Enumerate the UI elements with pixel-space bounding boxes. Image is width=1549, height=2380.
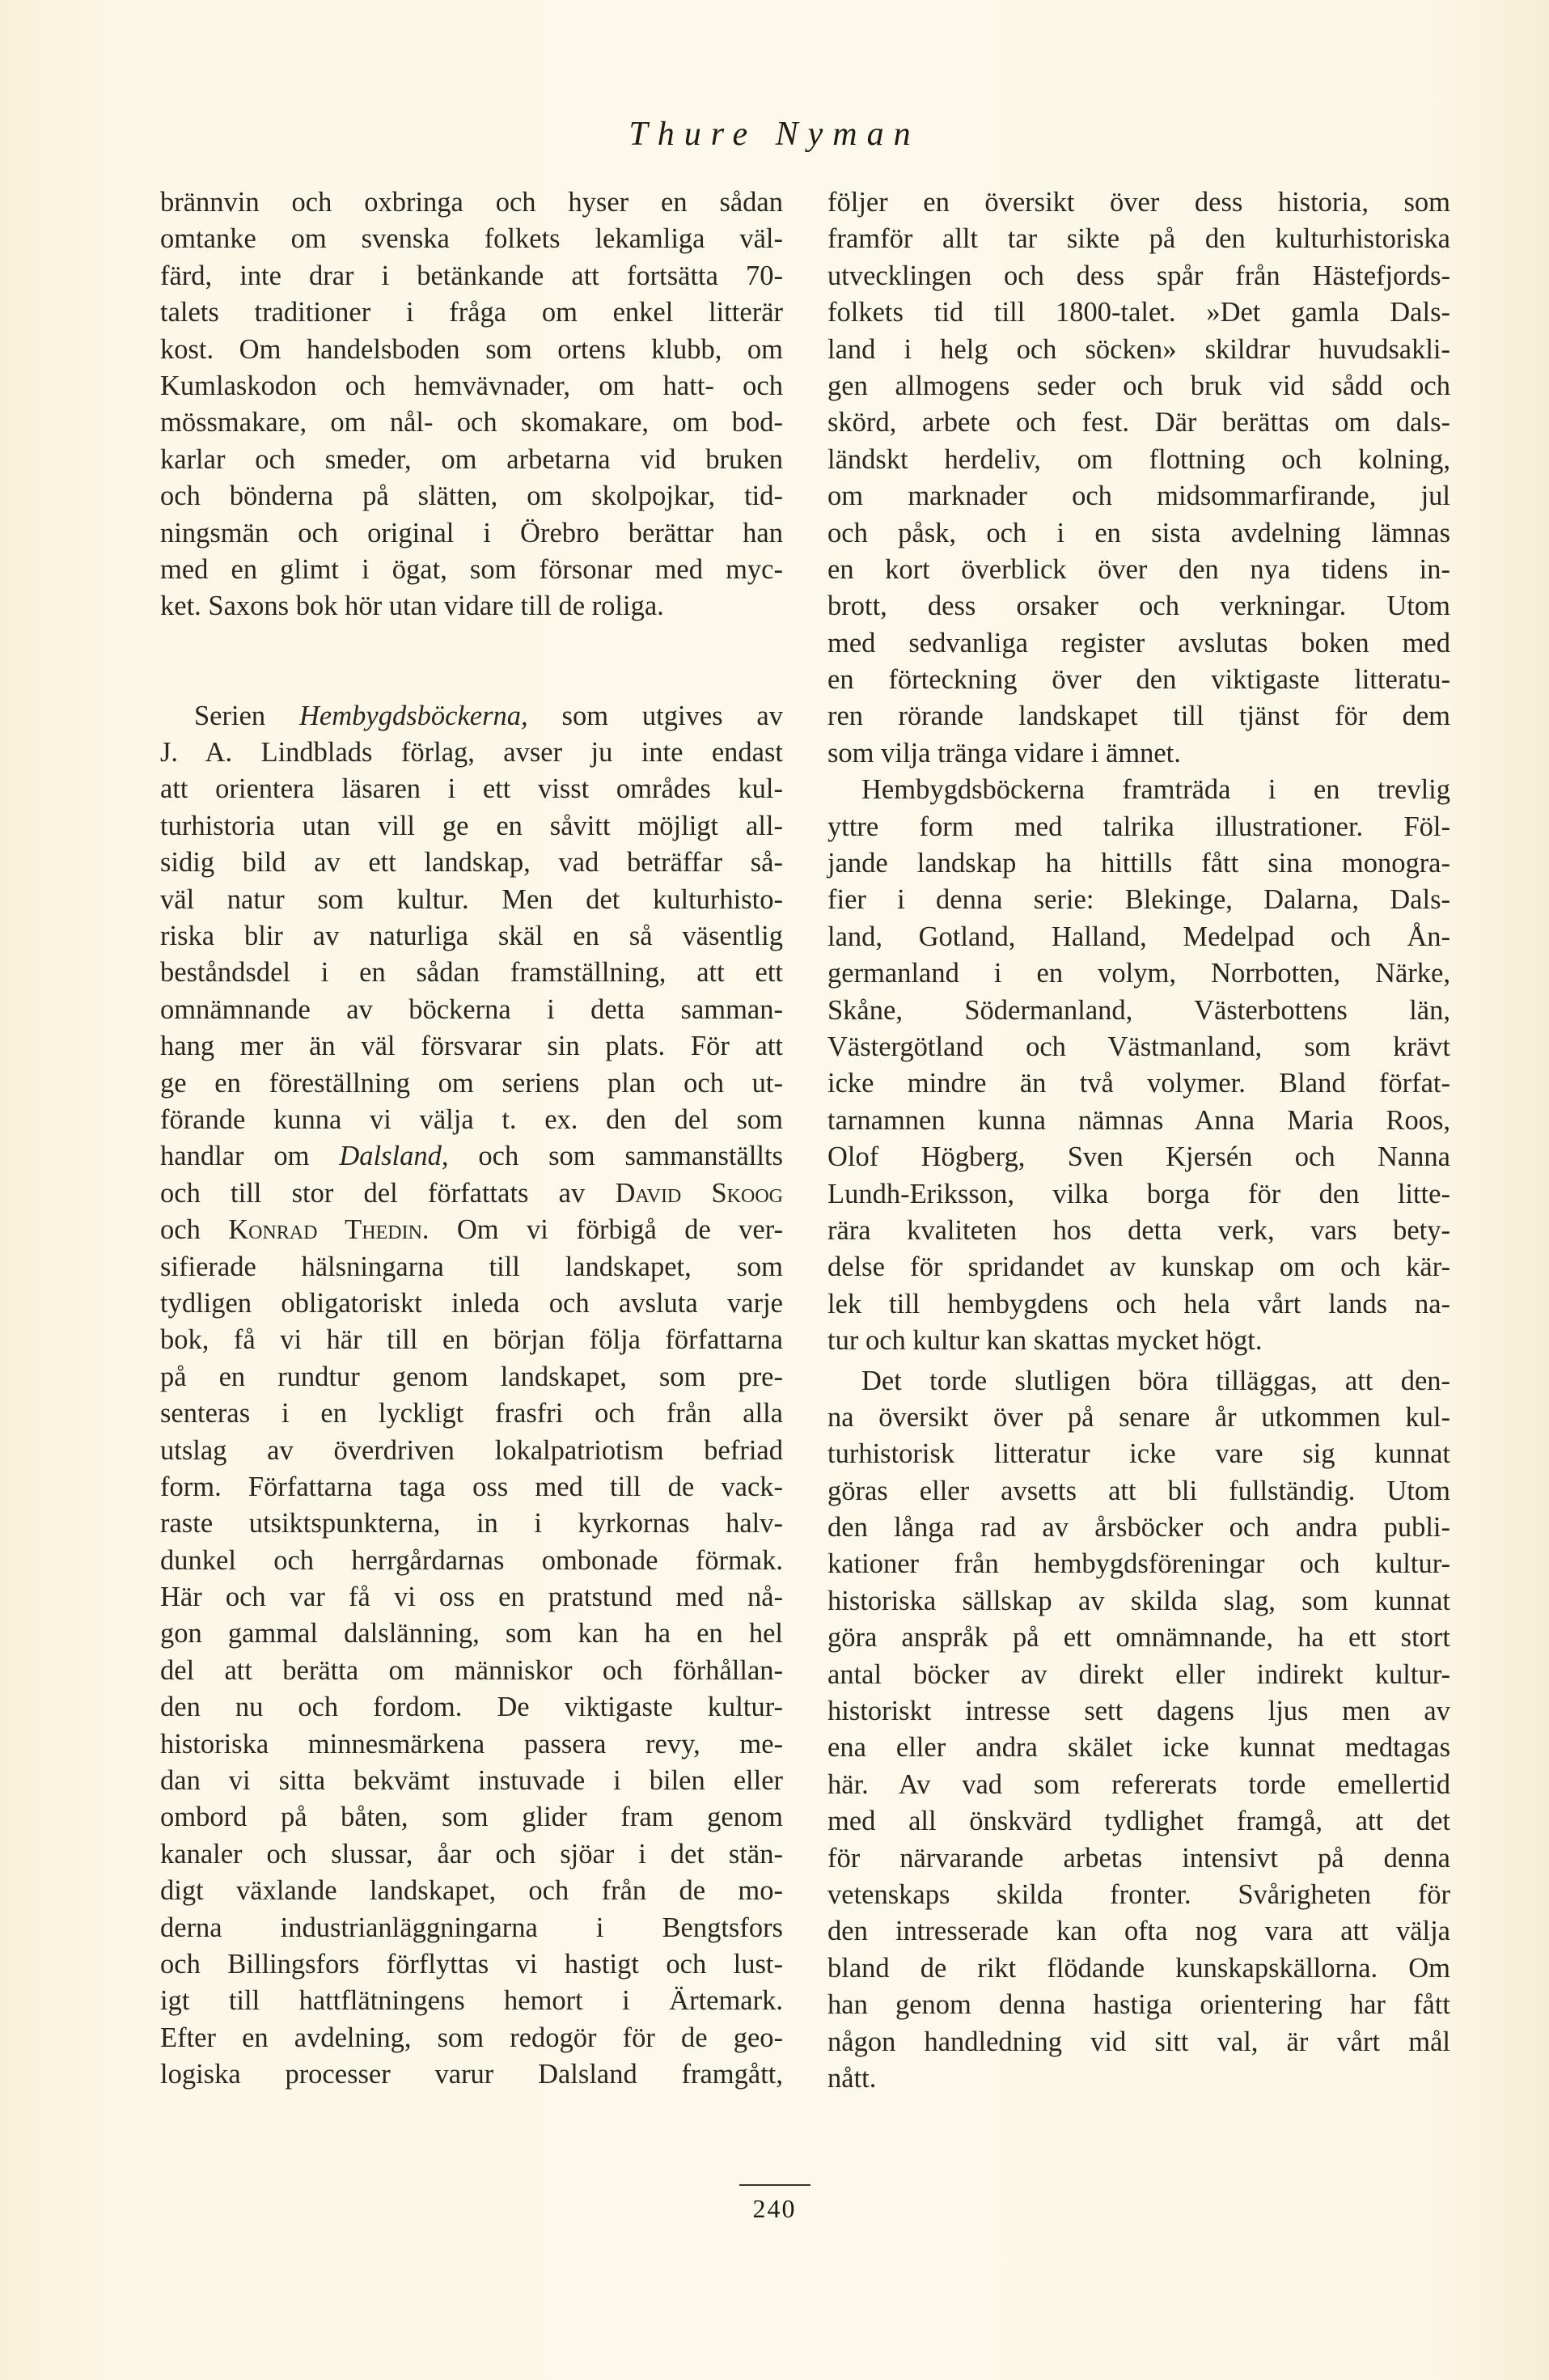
text-line: gen allmogens seder och bruk vid sådd och (827, 370, 1450, 401)
text-line: med sedvanliga register avslutas boken med (827, 627, 1450, 659)
text-line: historiskt intresse sett dagens ljus men av (827, 1696, 1450, 1727)
text-line: den intresserade kan ofta nog vara att välja (827, 1916, 1450, 1947)
text-line: dan vi sitta bekvämt instuvade i bilen eller (160, 1765, 783, 1797)
text-line: rära kvaliteten hos detta verk, vars bety- (827, 1214, 1450, 1246)
text-line: land, Gotland, Halland, Medelpad och Ån- (827, 921, 1450, 952)
text-line: följer en översikt över dess historia, som (827, 187, 1450, 218)
text-line: nått. (827, 2062, 877, 2094)
text-line: sidig bild av ett landskap, vad beträffar så- (160, 847, 783, 879)
text-line (160, 698, 783, 735)
text-line: Kumlaskodon och hemvävnader, om hatt- och (160, 370, 783, 401)
text-line: den nu och fordom. De viktigaste kultur- (160, 1692, 783, 1723)
text-line: senteras i en lyckligt frasfri och från alla (160, 1398, 783, 1429)
text-line: utslag av överdriven lokalpatriotism befriad (160, 1434, 783, 1466)
text-line: turhistoria utan vill ge en såvitt möjligt all- (160, 810, 783, 841)
text-fragment: som utgives av (527, 700, 783, 731)
text-line: hang mer än väl försvarar sin plats. För att (160, 1031, 783, 1062)
text-line: om marknader och midsommarfirande, jul (827, 481, 1450, 512)
page-footer (0, 2184, 1549, 2224)
text-line: ge en föreställning om seriens plan och ut- (160, 1067, 783, 1099)
right-column (827, 184, 1450, 2097)
text-line: tydligen obligatoriskt inleda och avsluta varje (160, 1287, 783, 1319)
footer-rule-divider (739, 2184, 810, 2186)
section-spacer (160, 625, 783, 698)
text-fragment: och (160, 1214, 229, 1246)
text-line: omnämnande av böckerna i detta samman- (160, 993, 783, 1025)
text-line: beståndsdel i en sådan framställning, att ett (160, 957, 783, 989)
text-line: germanland i en volym, Norrbotten, Närke, (827, 958, 1450, 989)
text-line: Här och var få vi oss en pratstund med nå- (160, 1582, 783, 1613)
text-line: Det torde slutligen böra tilläggas, att den- (861, 1365, 1450, 1396)
text-line: tarnamnen kunna nämnas Anna Maria Roos, (827, 1104, 1450, 1136)
text-line: Västergötland och Västmanland, som krävt (827, 1031, 1450, 1062)
text-line: na översikt över på senare år utkommen kul- (827, 1401, 1450, 1433)
text-line: med en glimt i ögat, som försonar med myc- (160, 553, 783, 585)
text-line: han genom denna hastiga orientering har fått (827, 1989, 1450, 2021)
text-line: färd, inte drar i betänkande att fortsätta 70- (160, 260, 783, 291)
text-line: göras eller avsetts att bli fullständig. Utom (827, 1475, 1450, 1506)
paragraph-saxon-review-end (160, 184, 783, 625)
text-line: kost. Om handelsboden som ortens klubb, om (160, 333, 783, 365)
text-line: en förteckning över den viktigaste litteratu- (827, 664, 1450, 696)
text-line: förande kunna vi välja t. ex. den del som (160, 1103, 783, 1135)
text-line: Olof Högberg, Sven Kjersén och Nanna (827, 1141, 1450, 1173)
text-line: ena eller andra skälet icke kunnat medtagas (827, 1732, 1450, 1764)
text-line: väl natur som kultur. Men det kulturhisto- (160, 883, 783, 915)
text-fragment: och till stor del författats av (160, 1177, 616, 1209)
text-line: omtanke om svenska folkets lekamliga väl- (160, 223, 783, 255)
text-line: jande landskap ha hittills fått sina monogra- (827, 848, 1450, 879)
text-line: fier i denna serie: Blekinge, Dalarna, Dals- (827, 884, 1450, 916)
text-line: på en rundtur genom landskapet, som pre- (160, 1361, 783, 1392)
text-line: del att berätta om människor och förhållan- (160, 1654, 783, 1686)
text-line: framför allt tar sikte på den kulturhistoriska (827, 223, 1450, 255)
text-line: göra anspråk på ett omnämnande, ha ett stort (827, 1622, 1450, 1654)
text-line: att orientera läsaren i ett visst områdes kul- (160, 773, 783, 805)
text-line: derna industrianläggningarna i Bengtsfors (160, 1912, 783, 1943)
paragraph-dalsland-overview (827, 184, 1450, 772)
text-line: ombord på båten, som glider fram genom (160, 1802, 783, 1833)
text-line: vetenskaps skilda fronter. Svårigheten för (827, 1878, 1450, 1910)
text-line (160, 1175, 783, 1212)
book-title-italic: Dalsland, (339, 1141, 449, 1172)
text-line: och Billingsfors förflyttas vi hastigt och lust- (160, 1948, 783, 1980)
paragraph-hembygdsbockerna (160, 698, 783, 2094)
paragraph-series-format (827, 772, 1450, 1359)
text-line: skörd, arbete och fest. Där berättas om dals- (827, 407, 1450, 438)
text-line: bok, få vi här till en början följa författarna (160, 1324, 783, 1356)
text-line: delse för spridandet av kunskap om och kär- (827, 1251, 1450, 1283)
text-line: Efter en avdelning, som redogör för de geo- (160, 2022, 783, 2053)
text-line: Skåne, Södermanland, Västerbottens län, (827, 994, 1450, 1026)
text-line (160, 1138, 783, 1175)
text-fragment: Serien (194, 700, 300, 731)
text-line: Hembygdsböckerna framträda i en trevlig (861, 774, 1450, 806)
text-line: historiska minnesmärkena passera revy, me- (160, 1728, 783, 1760)
text-line: som vilja tränga vidare i ämnet. (827, 737, 1181, 769)
text-fragment: . Om vi förbigå de ver- (421, 1214, 783, 1246)
text-line: Lundh-Eriksson, vilka borga för den litte- (827, 1178, 1450, 1209)
text-line: mössmakare, om nål- och skomakare, om bod- (160, 407, 783, 438)
author-name-smallcaps: Konrad Thedin (228, 1214, 422, 1246)
text-line: yttre form med talrika illustrationer. Föl- (827, 811, 1450, 842)
text-line: brott, dess orsaker och verkningar. Utom (827, 591, 1450, 622)
text-line: karlar och smeder, om arbetarna vid bruken (160, 443, 783, 475)
text-line: ket. Saxons bok hör utan vidare till de roliga. (160, 591, 664, 622)
text-line (160, 1212, 783, 1248)
text-line: någon handledning vid sitt val, är vårt mål (827, 2026, 1450, 2057)
text-line: kanaler och slussar, åar och sjöar i det stän- (160, 1838, 783, 1870)
text-fragment: handlar om (160, 1141, 340, 1172)
text-line: sifierade hälsningarna till landskapet, som (160, 1251, 783, 1282)
text-line: turhistorisk litteratur icke vare sig kunnat (827, 1438, 1450, 1470)
text-line: folkets tid till 1800-talet. »Det gamla Dals- (827, 297, 1450, 328)
text-line: kationer från hembygdsföreningar och kultur- (827, 1548, 1450, 1580)
text-line: ningsmän och original i Örebro berättar han (160, 517, 783, 548)
author-name-smallcaps: David Skoog (615, 1177, 783, 1209)
text-line: ren rörande landskapet till tjänst för dem (827, 701, 1450, 732)
text-line: icke mindre än två volymer. Bland förfat- (827, 1068, 1450, 1099)
paragraph-conclusion (827, 1363, 1450, 2098)
text-line: J. A. Lindblads förlag, avser ju inte endast (160, 737, 783, 769)
text-line: igt till hattflätningens hemort i Ärtemark. (160, 1985, 783, 2017)
text-fragment: och som sammanställts (448, 1141, 783, 1172)
text-line: och påsk, och i en sista avdelning lämnas (827, 517, 1450, 548)
left-column (160, 184, 783, 2094)
text-line: för närvarande arbetas intensivt på denna (827, 1842, 1450, 1874)
text-line: med all önskvärd tydlighet framgå, att det (827, 1806, 1450, 1837)
running-header-author: Thure Nyman (628, 116, 921, 153)
text-line: brännvin och oxbringa och hyser en sådan (160, 187, 783, 218)
series-title-italic: Hembygdsböckerna, (299, 700, 528, 731)
text-line: och bönderna på slätten, om skolpojkar, tid- (160, 481, 783, 512)
text-line: raste utsiktspunkterna, in i kyrkornas halv- (160, 1508, 783, 1539)
page-number: 240 (752, 2194, 797, 2223)
text-line: den långa rad av årsböcker och andra publi- (827, 1512, 1450, 1544)
text-line: ländskt herdeliv, om flottning och kolning, (827, 443, 1450, 475)
text-line: antal böcker av direkt eller indirekt kultur- (827, 1658, 1450, 1690)
text-line: talets traditioner i fråga om enkel litterär (160, 297, 783, 328)
text-line: utvecklingen och dess spår från Hästefjords- (827, 260, 1450, 291)
text-line: här. Av vad som refererats torde emellertid (827, 1768, 1450, 1800)
text-line: tur och kultur kan skattas mycket högt. (827, 1325, 1263, 1357)
text-line: gon gammal dalslänning, som kan ha en hel (160, 1618, 783, 1649)
text-line: dunkel och herrgårdarnas ombonade förmak. (160, 1544, 783, 1576)
text-line: logiska processer varur Dalsland framgått, (160, 2059, 783, 2090)
text-line: digt växlande landskapet, och från de mo- (160, 1875, 783, 1907)
text-line: land i helg och söcken» skildrar huvudsakli- (827, 333, 1450, 365)
text-line: historiska sällskap av skilda slag, som kunnat (827, 1585, 1450, 1616)
text-line: lek till hembygdens och hela vårt lands na- (827, 1288, 1450, 1319)
text-line: en kort överblick över den nya tidens in- (827, 553, 1450, 585)
text-line: riska blir av naturliga skäl en så väsentlig (160, 921, 783, 952)
text-line: form. Författarna taga oss med till de vack- (160, 1471, 783, 1502)
text-line: bland de rikt flödande kunskapskällorna. Om (827, 1952, 1450, 1984)
